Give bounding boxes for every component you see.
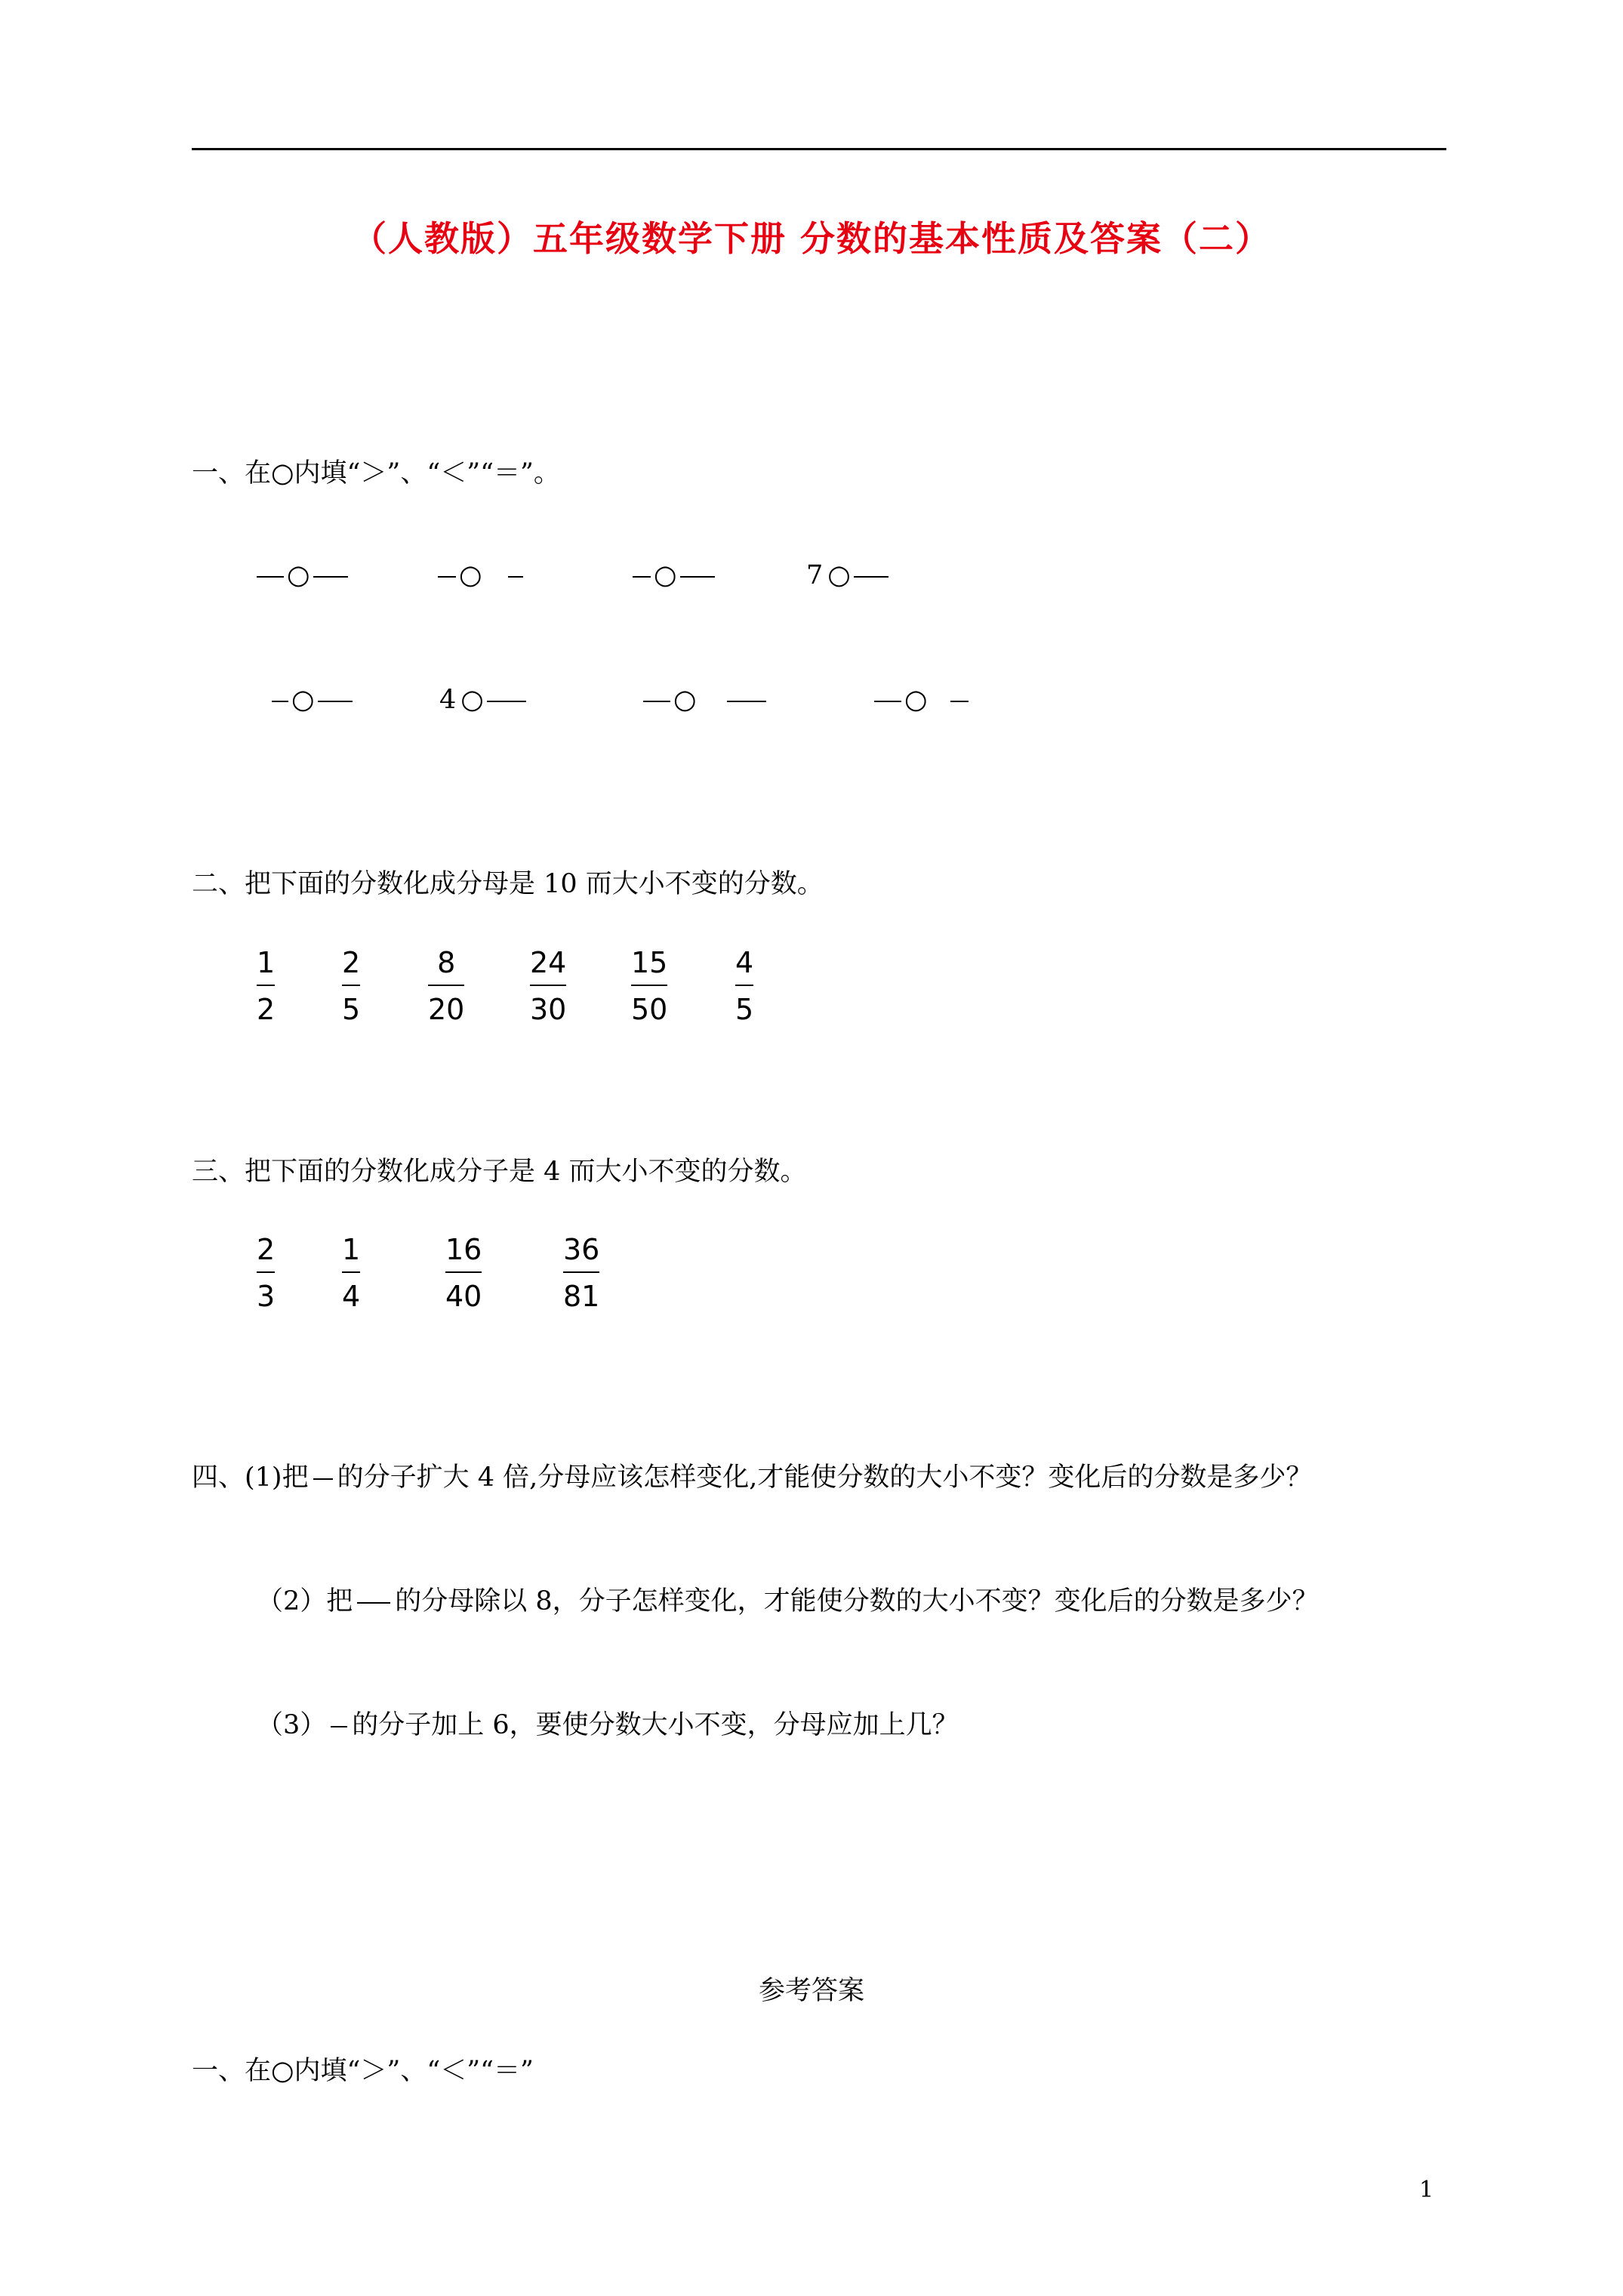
section1-heading: 一、在○内填“＞”、“＜”“＝”。 — [192, 458, 560, 488]
compare-item: ○ — [643, 681, 766, 719]
section4-question-1: 四、(1)把 的分子扩大 4 倍,分母应该怎样变化,才能使分数的大小不变？变化后的分数是多少？ — [192, 1462, 1313, 1493]
section2-heading: 二、把下面的分数化成分母是 10 而大小不变的分数。 — [192, 869, 824, 899]
fraction: 24 30 — [530, 946, 567, 1026]
fraction: 36 81 — [563, 1233, 600, 1313]
fraction: 16 40 — [445, 1233, 482, 1313]
page-number: 1 — [1419, 2177, 1434, 2203]
compare-item: ○ — [272, 681, 353, 719]
section4-question-2: （2）把 的分母除以 8，分子怎样变化，才能使分数的大小不变？变化后的分数是多少？ — [257, 1586, 1319, 1616]
compare-item: ○ — [438, 556, 523, 594]
header-rule — [192, 148, 1446, 150]
fraction: 15 50 — [631, 946, 668, 1026]
fraction: 1 4 — [342, 1233, 361, 1313]
compare-item: ○ — [633, 556, 715, 594]
compare-item: ○ — [257, 556, 348, 594]
compare-item: 4 ○ — [439, 681, 526, 719]
answers-line-1: 一、在○内填“＞”、“＜”“＝” — [192, 2056, 534, 2086]
page-title: （人教版）五年级数学下册 分数的基本性质及答案（二） — [351, 218, 1271, 259]
compare-item: 7 ○ — [806, 556, 888, 594]
fraction: 8 20 — [428, 946, 465, 1026]
section3-heading: 三、把下面的分数化成分子是 4 而大小不变的分数。 — [192, 1157, 807, 1187]
section4-question-3: （3） 的分子加上 6，要使分数大小不变，分母应加上几？ — [257, 1710, 959, 1740]
fraction: 2 3 — [257, 1233, 276, 1313]
fraction: 4 5 — [735, 946, 754, 1026]
answers-heading: 参考答案 — [758, 1976, 864, 2006]
compare-item: ○ — [874, 681, 969, 719]
fraction: 1 2 — [257, 946, 276, 1026]
fraction: 2 5 — [342, 946, 361, 1026]
